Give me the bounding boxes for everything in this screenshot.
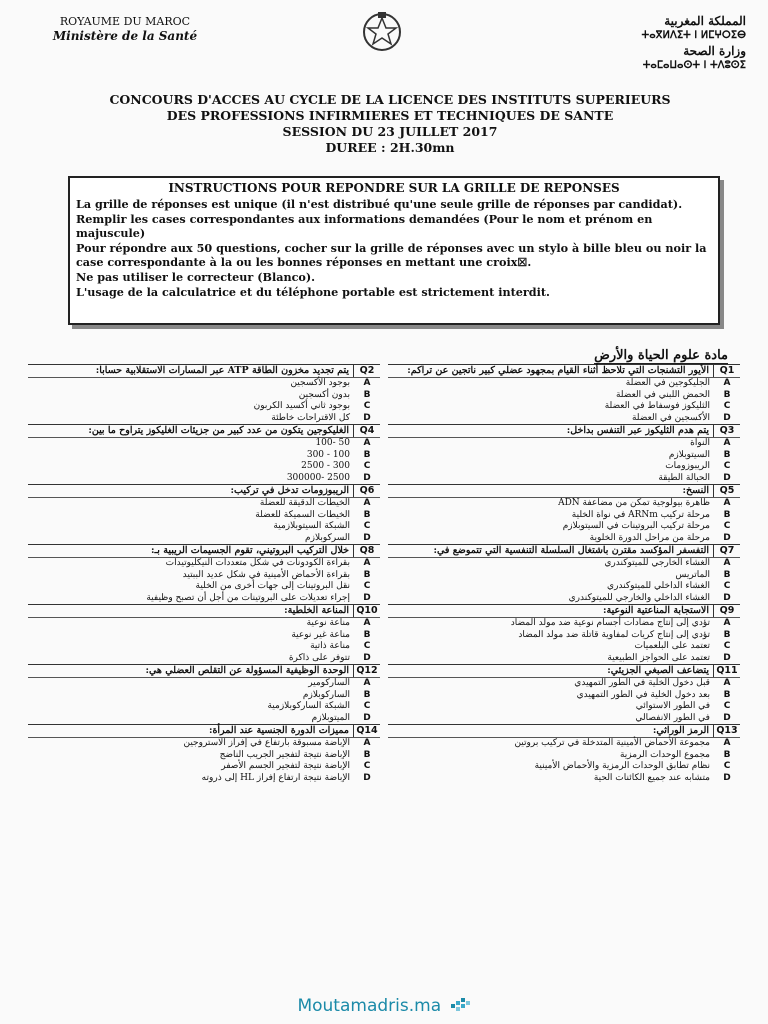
option-text: الثليكوز فوسفاط في العضلة — [604, 401, 710, 411]
option-text: 300 - 2500 — [301, 461, 350, 471]
answer-option — [28, 750, 380, 762]
option-text: الإباضة نتيجة لتفجير الجسم الأصفر — [221, 761, 350, 771]
option-text: الجليكوجين في العضلة — [625, 378, 710, 388]
option-text: النواة — [690, 438, 710, 448]
question-block — [28, 424, 380, 484]
option-letter: A — [723, 498, 731, 508]
option-letter: A — [363, 378, 371, 388]
question-number: Q3 — [713, 425, 740, 437]
option-text: مناعة غير نوعية — [291, 629, 350, 640]
option-letter: B — [723, 629, 731, 640]
option-letter: A — [723, 378, 731, 388]
option-text: الميتوبلازم — [311, 712, 350, 723]
ministry-name-tifinagh: ⵜⴰⵎⴰⵡⴰⵙⵜ ⵏ ⵜⴷⵓⵙⵉ — [642, 60, 746, 71]
option-letter: B — [723, 389, 731, 400]
option-text: الخيطات الدقيقة للعضلة — [259, 498, 350, 508]
option-text: السيتوبلازم — [668, 449, 710, 460]
question-number: Q2 — [353, 365, 380, 377]
question-text: التفسفر المؤكسد مقترن باشتغال السلسلة التنفسية التي تتموضع في: — [433, 545, 709, 556]
question-header — [28, 605, 380, 618]
option-text: الساركوبلازم — [302, 689, 350, 700]
answer-option — [388, 558, 740, 570]
option-letter: C — [723, 701, 731, 711]
kingdom-name-arabic: المملكة المغربية — [664, 14, 746, 28]
answer-option — [28, 653, 380, 665]
answer-option — [388, 593, 740, 605]
answer-option — [28, 630, 380, 642]
answer-option — [388, 581, 740, 593]
answer-option — [28, 450, 380, 462]
option-letter: D — [363, 712, 371, 723]
option-text: الحمض اللبني في العضلة — [615, 389, 710, 400]
option-text: بوجود ثاني أكسيد الكربون — [253, 401, 350, 411]
option-letter: A — [723, 558, 731, 568]
option-letter: B — [723, 689, 731, 700]
option-letter: C — [363, 401, 371, 411]
question-header — [28, 425, 380, 438]
question-block — [388, 364, 740, 424]
option-letter: D — [723, 712, 731, 723]
option-text: تؤدي إلى إنتاج مضادات أجسام نوعية ضد مولد المضاد — [510, 618, 710, 628]
footer-watermark — [0, 996, 768, 1016]
kingdom-name: ROYAUME DU MAROC — [59, 15, 191, 28]
option-text: 2500 -300000 — [286, 472, 350, 483]
answer-option — [28, 713, 380, 725]
question-number: Q11 — [713, 665, 740, 677]
option-text: الماتريس — [675, 569, 710, 580]
answer-option — [28, 413, 380, 425]
question-number: Q12 — [353, 665, 380, 677]
option-text: مجموع الوحدات الرمزية — [619, 749, 710, 760]
question-number: Q4 — [353, 425, 380, 437]
question-text: الرمز الوراثي: — [652, 725, 709, 736]
option-text: الغشاء الداخلي والخارجي للميتوكندري — [568, 592, 710, 603]
question-number: Q6 — [353, 485, 380, 497]
question-block — [28, 604, 380, 664]
question-text: يتم هدم الثليكوز عبر التنفس بداخل: — [566, 425, 709, 436]
answer-option — [28, 593, 380, 605]
option-text: مرحلة من مراحل الدورة الخلوية — [589, 532, 710, 543]
answer-option — [388, 653, 740, 665]
instruction-2: Remplir les cases correspondantes aux informations demandées (Pour le nom et prénom en majuscule) — [76, 212, 653, 240]
instruction-1: La grille de réponses est unique (il n'est distribué qu'une seule grille de réponses par candidat). — [76, 197, 683, 211]
answer-option — [28, 773, 380, 785]
title-line-2: DES PROFESSIONS INFIRMIERES ET TECHNIQUES DE SANTE — [166, 108, 614, 123]
answer-option — [388, 761, 740, 773]
option-letter: A — [363, 738, 371, 748]
option-letter: C — [363, 701, 371, 711]
answer-option — [28, 533, 380, 545]
question-grid — [28, 364, 740, 884]
option-text: الغشاء الخارجي للميتوكندري — [604, 558, 710, 568]
option-letter: C — [363, 461, 371, 471]
question-header — [28, 365, 380, 378]
option-letter: C — [723, 581, 731, 591]
option-text: الشبكة السيتوبلازمية — [273, 521, 350, 531]
option-text: الخيطات السميكة للعضلة — [255, 509, 350, 520]
question-number: Q10 — [353, 605, 380, 617]
option-text: متشابه عند جميع الكائنات الحية — [593, 772, 710, 783]
exam-duration: DUREE : 2H.30mn — [325, 140, 455, 155]
right-question-column — [388, 364, 740, 784]
question-header — [388, 365, 740, 378]
question-number: Q5 — [713, 485, 740, 497]
exam-title — [60, 92, 720, 156]
question-text: الغليكوجين يتكون من عدد كبير من جزيئات الغليكوز يتراوح ما بين: — [88, 425, 349, 436]
answer-option — [388, 618, 740, 630]
option-text: قبل دخول الخلية في الطور التمهيدي — [574, 678, 710, 688]
question-header — [388, 605, 740, 618]
option-letter: B — [363, 629, 371, 640]
answer-option — [28, 498, 380, 510]
option-letter: A — [363, 558, 371, 568]
question-header — [388, 485, 740, 498]
instructions-box — [68, 176, 720, 325]
question-block — [28, 664, 380, 724]
option-letter: D — [723, 532, 731, 543]
option-text: 50 -100 — [315, 438, 350, 448]
option-letter: B — [363, 749, 371, 760]
question-header — [28, 725, 380, 738]
question-block — [388, 724, 740, 784]
instruction-3: Pour répondre aux 50 questions, cocher sur la grille de réponses avec un stylo à bille bleu ou noir la case correspondante à la ou les bonnes réponses en mettant une croix☒. — [76, 241, 707, 269]
option-text: تعتمد على البلعميات — [634, 641, 710, 651]
header-arabic-block — [546, 12, 746, 72]
option-letter: B — [723, 749, 731, 760]
answer-option — [28, 761, 380, 773]
question-block — [28, 364, 380, 424]
question-number: Q8 — [353, 545, 380, 557]
option-text: بعد دخول الخلية في الطور التمهيدي — [576, 689, 710, 700]
option-text: ظاهرة بيولوجية تمكن من مضاعفة ADN — [558, 498, 710, 508]
answer-option — [388, 413, 740, 425]
option-letter: A — [723, 618, 731, 628]
question-block — [388, 424, 740, 484]
question-text: الريبوزومات تدخل في تركيب: — [230, 485, 349, 496]
answer-option — [28, 461, 380, 473]
option-text: الإباضة نتيجة لتفجير الجريب الناضج — [219, 749, 350, 760]
option-letter: D — [363, 532, 371, 543]
option-letter: A — [363, 678, 371, 688]
site-logo-icon — [451, 998, 471, 1014]
option-letter: B — [363, 509, 371, 520]
option-text: مناعة ذاتية — [310, 641, 350, 651]
option-text: الريبوزومات — [665, 461, 710, 471]
answer-option — [28, 473, 380, 485]
question-header — [388, 425, 740, 438]
option-letter: C — [723, 401, 731, 411]
question-number: Q14 — [353, 725, 380, 737]
title-line-1: CONCOURS D'ACCES AU CYCLE DE LA LICENCE DES INSTITUTS SUPERIEURS — [109, 92, 671, 107]
question-number: Q9 — [713, 605, 740, 617]
option-letter: A — [723, 438, 731, 448]
answer-option — [388, 713, 740, 725]
option-letter: C — [363, 641, 371, 651]
answer-option — [388, 521, 740, 533]
option-letter: C — [723, 641, 731, 651]
option-text: تتوفر على ذاكرة — [288, 652, 350, 663]
question-text: مميزات الدورة الجنسية عند المرأة: — [208, 725, 349, 736]
answer-option — [388, 641, 740, 653]
option-letter: D — [363, 592, 371, 603]
option-text: 100 - 300 — [306, 449, 350, 460]
answer-option — [28, 401, 380, 413]
answer-option — [28, 738, 380, 750]
answer-option — [388, 690, 740, 702]
option-letter: D — [723, 772, 731, 783]
ministry-name-arabic: وزارة الصحة — [683, 44, 746, 58]
option-letter: B — [723, 449, 731, 460]
option-text: تؤدي إلى إنتاج كريات لمفاوية قاتلة ضد مولد المضاد — [518, 629, 710, 640]
option-letter: D — [363, 472, 371, 483]
option-letter: C — [723, 521, 731, 531]
answer-option — [388, 678, 740, 690]
option-letter: B — [363, 569, 371, 580]
answer-option — [388, 701, 740, 713]
answer-option — [28, 581, 380, 593]
option-letter: B — [723, 509, 731, 520]
answer-option — [388, 390, 740, 402]
question-text: يتضاعف الصبغي الجزيئي: — [607, 665, 709, 676]
answer-option — [388, 378, 740, 390]
answer-option — [388, 750, 740, 762]
option-text: مناعة نوعية — [306, 618, 350, 628]
site-name: Moutamadris.ma — [297, 996, 442, 1016]
answer-option — [388, 473, 740, 485]
answer-option — [388, 738, 740, 750]
session-date: SESSION DU 23 JUILLET 2017 — [282, 124, 498, 139]
instructions-heading: INSTRUCTIONS POUR REPONDRE SUR LA GRILLE DE REPONSES — [168, 181, 620, 195]
question-block — [388, 604, 740, 664]
question-text: الوحدة الوظيفية المسؤولة عن التقلص العضلي هي: — [145, 665, 349, 676]
question-block — [28, 484, 380, 544]
option-letter: A — [363, 438, 371, 448]
option-letter: C — [363, 521, 371, 531]
option-text: بوجود الأكسجين — [290, 378, 350, 388]
instruction-4: Ne pas utiliser le correcteur (Blanco). — [76, 270, 316, 284]
option-text: بقراءة الكودونات في شكل متعددات النيكليوتيدات — [165, 558, 350, 568]
question-text: خلال التركيب البروتيني، تقوم الجسيمات الريبية بـ: — [151, 545, 349, 556]
answer-option — [28, 378, 380, 390]
answer-option — [28, 390, 380, 402]
question-block — [388, 484, 740, 544]
option-text: الساركومير — [308, 678, 350, 688]
option-letter: B — [723, 569, 731, 580]
ministry-name: Ministère de la Santé — [52, 29, 198, 43]
question-number: Q1 — [713, 365, 740, 377]
option-text: الإباضة نتيجة ارتفاع إفراز HL إلى ذروته — [201, 772, 350, 783]
answer-option — [388, 438, 740, 450]
answer-option — [28, 678, 380, 690]
option-letter: C — [723, 461, 731, 471]
question-block — [388, 544, 740, 604]
answer-option — [388, 773, 740, 785]
option-letter: D — [723, 412, 731, 423]
option-text: بدون أكسجين — [298, 389, 350, 400]
option-text: نقل البروتينات إلى جهات أخرى من الخلية — [195, 581, 350, 591]
answer-option — [28, 558, 380, 570]
option-text: مرحلة تركيب ARNm في نواة الخلية — [571, 509, 710, 520]
question-header — [388, 725, 740, 738]
question-number: Q13 — [713, 725, 740, 737]
option-letter: C — [363, 581, 371, 591]
option-text: الإباضة مسبوقة بارتفاع في إفراز الاستروجين — [183, 738, 350, 748]
question-header — [388, 665, 740, 678]
option-letter: B — [363, 689, 371, 700]
question-block — [388, 664, 740, 724]
answer-option — [28, 438, 380, 450]
question-text: الأيور التشنجات التي تلاحظ أثناء القيام بمجهود عضلي كبير ناتجين عن تراكم: — [407, 365, 709, 376]
option-letter: D — [363, 652, 371, 663]
header-french-block — [20, 14, 230, 44]
option-letter: D — [723, 652, 731, 663]
option-text: نظام تطابق الوحدات الرمزية والأحماض الأمينية — [534, 761, 710, 771]
question-number: Q7 — [713, 545, 740, 557]
option-text: إجراء تعديلات على البروتينات من أجل أن تصبح وظيفية — [146, 592, 350, 603]
question-header — [388, 545, 740, 558]
answer-option — [388, 401, 740, 413]
question-text: النسخ: — [682, 485, 709, 496]
option-text: مرحلة تركيب البروتينات في السيتوبلازم — [562, 521, 710, 531]
option-text: كل الاقتراحات خاطئة — [271, 412, 350, 423]
answer-option — [388, 630, 740, 642]
answer-option — [28, 510, 380, 522]
answer-option — [28, 570, 380, 582]
question-header — [28, 545, 380, 558]
answer-option — [388, 510, 740, 522]
option-text: تعتمد على الحواجز الطبيعية — [607, 652, 710, 663]
question-text: يتم تجديد مخزون الطاقة ATP عبر المسارات الاستقلابية حسابا: — [95, 365, 349, 376]
answer-option — [28, 618, 380, 630]
option-letter: A — [363, 498, 371, 508]
option-letter: D — [723, 472, 731, 483]
answer-option — [28, 521, 380, 533]
answer-option — [388, 461, 740, 473]
option-letter: A — [363, 618, 371, 628]
kingdom-name-tifinagh: ⵜⴰⴳⵍⴷⵉⵜ ⵏ ⵍⵎⵖⵔⵉⴱ — [641, 30, 746, 41]
option-letter: C — [723, 761, 731, 771]
option-text: الشبكة الساركوبلازمية — [267, 701, 350, 711]
option-letter: D — [363, 412, 371, 423]
option-text: السركوبلازم — [305, 532, 350, 543]
option-letter: B — [363, 389, 371, 400]
option-letter: C — [363, 761, 371, 771]
option-text: بقراءة الأحماض الأمينية في شكل عديد الببتيد — [182, 569, 350, 580]
option-text: الأكسجين في العضلة — [631, 412, 710, 423]
option-letter: A — [723, 678, 731, 688]
question-header — [28, 665, 380, 678]
answer-option — [28, 641, 380, 653]
question-text: الاستجابة المناعتية النوعية: — [603, 605, 709, 616]
option-text: الحبالة الطيقة — [658, 472, 710, 483]
answer-option — [28, 701, 380, 713]
left-question-column — [28, 364, 380, 784]
option-letter: D — [363, 772, 371, 783]
option-text: في الطور الاستوائي — [635, 701, 710, 711]
answer-option — [388, 450, 740, 462]
subject-heading: مادة علوم الحياة والأرض — [594, 348, 728, 363]
instruction-5: L'usage de la calculatrice et du téléphone portable est strictement interdit. — [76, 285, 550, 299]
answer-option — [28, 690, 380, 702]
option-text: الغشاء الداخلي للميتوكندري — [607, 581, 710, 591]
question-header — [28, 485, 380, 498]
question-block — [28, 724, 380, 784]
answer-option — [388, 498, 740, 510]
option-letter: D — [723, 592, 731, 603]
question-text: المناعة الخلطية: — [284, 605, 349, 616]
option-text: في الطور الانفصالي — [635, 712, 710, 723]
option-letter: A — [723, 738, 731, 748]
coat-of-arms-icon — [360, 10, 404, 54]
option-letter: B — [363, 449, 371, 460]
answer-option — [388, 570, 740, 582]
question-block — [28, 544, 380, 604]
option-text: مجموعة الأحماض الأمينية المتدخلة في تركيب بروتين — [514, 738, 710, 748]
answer-option — [388, 533, 740, 545]
